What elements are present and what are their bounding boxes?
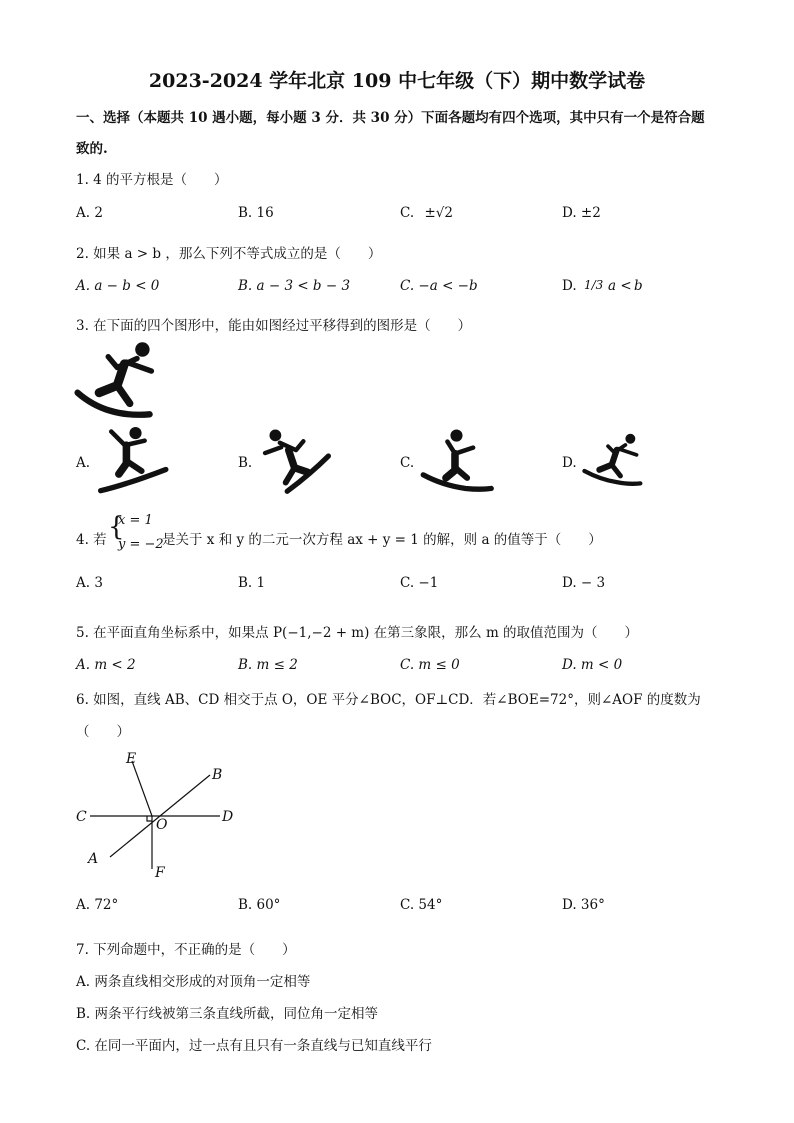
label-e: E bbox=[126, 751, 137, 767]
section-header-line1: 一、选择（本题共 10 遇小题，每小题 3 分．共 30 分）下面各题均有四个选项，其中只有一个是符合题 bbox=[76, 110, 705, 126]
q1-option-b: B. 16 bbox=[238, 205, 274, 221]
q5-option-a: A. m < 2 bbox=[76, 657, 136, 673]
q6-option-b: B. 60° bbox=[238, 897, 281, 913]
snowboarder-icon-a bbox=[96, 424, 172, 496]
q2-option-d-end: b bbox=[634, 278, 643, 294]
q2-option-b: B. a − 3 < b − 3 bbox=[238, 278, 351, 294]
q4-option-a: A. 3 bbox=[76, 575, 103, 591]
q4-option-b: B. 1 bbox=[238, 575, 266, 591]
q6-geometry-figure bbox=[70, 745, 250, 885]
q7-option-b: B. 两条平行线被第三条直线所截，同位角一定相等 bbox=[76, 1006, 379, 1022]
q1-option-c bbox=[400, 205, 453, 221]
snowboarder-icon-b bbox=[258, 428, 334, 498]
q5-option-b: B. m ≤ 2 bbox=[238, 657, 298, 673]
q1-stem: 1. 4 的平方根是（ ） bbox=[76, 172, 228, 188]
q4-option-d: D. − 3 bbox=[562, 575, 606, 591]
q3-option-c: C. bbox=[400, 455, 415, 471]
label-c: C bbox=[76, 809, 87, 825]
q4-brace: { bbox=[108, 512, 125, 542]
q1-option-c-value: ±√2 bbox=[424, 205, 453, 221]
q3-stem: 3. 在下面的四个图形中，能由如图经过平移得到的图形是（ ） bbox=[76, 318, 472, 334]
section-header-line2: 致的. bbox=[76, 141, 108, 157]
q6-option-d: D. 36° bbox=[562, 897, 605, 913]
label-f: F bbox=[155, 865, 165, 881]
q6-paren: （ ） bbox=[76, 724, 130, 740]
ray-oe bbox=[132, 761, 152, 816]
q5-option-c: C. m ≤ 0 bbox=[400, 657, 460, 673]
q6-option-c: C. 54° bbox=[400, 897, 443, 913]
q4-stem: 是关于 x 和 y 的二元一次方程 ax + y = 1 的解，则 a 的值等于（ ） bbox=[162, 532, 602, 548]
q5-stem: 5. 在平面直角坐标系中，如果点 P(−1,−2 + m) 在第三象限，那么 m 的取值范围为（ ） bbox=[76, 625, 639, 641]
q4-equation-2: y = −2 bbox=[118, 537, 164, 552]
q2-option-d-prefix: D. bbox=[562, 278, 577, 294]
q2-option-a: A. a − b < 0 bbox=[76, 278, 160, 294]
snowboarder-icon-d bbox=[582, 432, 644, 492]
q2-stem: 2. 如果 a > b ，那么下列不等式成立的是（ ） bbox=[76, 246, 382, 262]
right-angle-mark bbox=[147, 816, 152, 821]
q2-option-c: C. −a < −b bbox=[400, 278, 478, 294]
q5-option-d: D. m < 0 bbox=[562, 657, 623, 673]
q3-option-d: D. bbox=[562, 455, 577, 471]
q7-option-c: C. 在同一平面内，过一点有且只有一条直线与已知直线平行 bbox=[76, 1038, 432, 1054]
label-o: O bbox=[156, 817, 168, 833]
snowboarder-icon-reference bbox=[74, 340, 164, 422]
label-d: D bbox=[222, 809, 234, 825]
q6-stem: 6. 如图，直线 AB、CD 相交于点 O，OE 平分∠BOC，OF⊥CD．若∠BOE=72°，则∠AOF 的度数为 bbox=[76, 692, 701, 708]
q4-prefix: 4. 若 bbox=[76, 532, 107, 548]
q3-option-a: A. bbox=[76, 455, 91, 471]
page-title: 2023-2024 学年北京 109 中七年级（下）期中数学试卷 bbox=[148, 70, 646, 92]
label-b: B bbox=[212, 767, 223, 783]
q4-option-c: C. −1 bbox=[400, 575, 439, 591]
label-a: A bbox=[88, 851, 99, 867]
snowboarder-icon-c bbox=[420, 428, 496, 496]
q2-option-d-frac1: 1/3 bbox=[584, 278, 604, 292]
q3-option-b: B. bbox=[238, 455, 253, 471]
q1-option-d: D. ±2 bbox=[562, 205, 601, 221]
q1-option-c-prefix: C. bbox=[400, 205, 415, 221]
q6-option-a: A. 72° bbox=[76, 897, 119, 913]
q7-stem: 7. 下列命题中，不正确的是（ ） bbox=[76, 942, 296, 958]
q1-option-a: A. 2 bbox=[76, 205, 103, 221]
q4-equation-1: x = 1 bbox=[118, 513, 153, 528]
q7-option-a: A. 两条直线相交形成的对顶角一定相等 bbox=[76, 974, 311, 990]
q2-option-d-mid: a < bbox=[608, 278, 632, 294]
